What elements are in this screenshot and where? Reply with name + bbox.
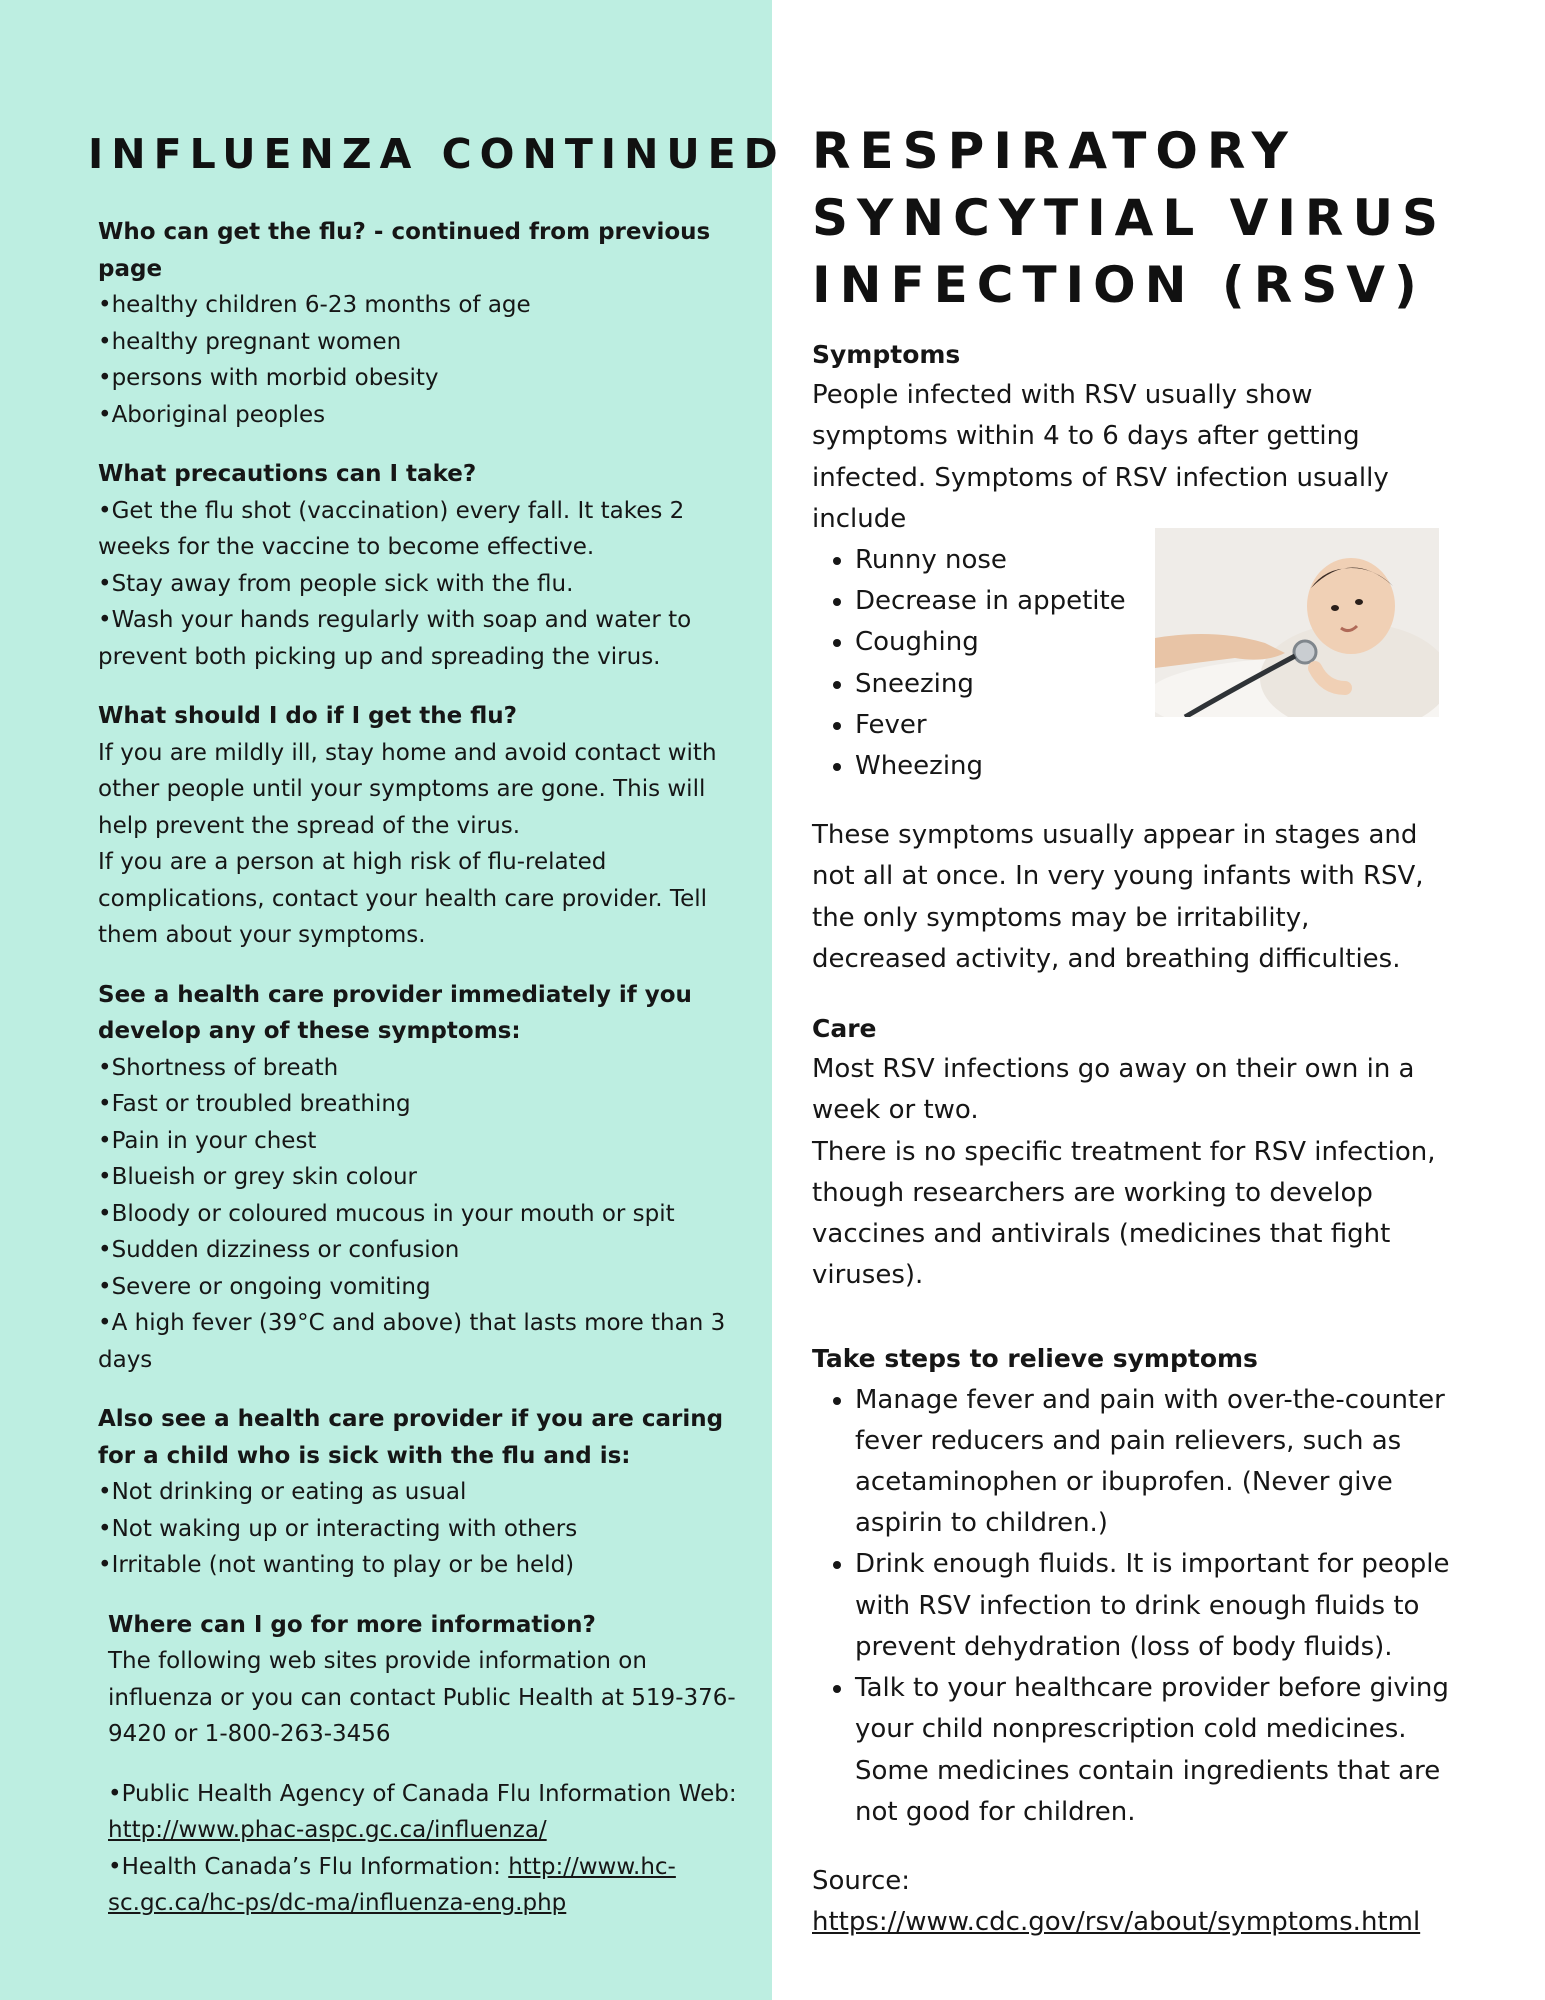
list-item: •Shortness of breath — [98, 1054, 339, 1081]
source-line — [812, 1902, 1452, 1943]
child-heading: Also see a health care provider if you are caring for a child who is sick with the flu and is: — [98, 1406, 724, 1469]
child-section — [98, 1401, 753, 1584]
list-item: •Severe or ongoing vomiting — [98, 1273, 431, 1300]
rsv-title-line: SYNCYTIAL VIRUS — [812, 189, 1448, 247]
list-item: •healthy pregnant women — [98, 328, 402, 355]
care-section — [812, 1008, 1452, 1296]
paragraph: If you are mildly ill, stay home and avoid contact with other people until your symptoms are gone. This will help prevent the spread of the virus. — [98, 739, 717, 839]
symptoms-section — [812, 334, 1452, 787]
phac-link-prefix: •Public Health Agency of Canada Flu Information Web: — [108, 1780, 737, 1807]
steps-section — [812, 1338, 1452, 1832]
more-info-section — [98, 1607, 753, 1922]
hc-link-prefix: •Health Canada’s Flu Information: — [108, 1853, 509, 1880]
influenza-content — [98, 214, 753, 1922]
precautions-heading: What precautions can I take? — [98, 461, 477, 487]
paragraph: If you are a person at high risk of flu-related complications, contact your health care provider. Tell them about your symptoms. — [98, 849, 707, 948]
if-flu-section — [98, 698, 753, 954]
source-section — [812, 1861, 1452, 1943]
list-item: •Wash your hands regularly with soap and water to prevent both picking up and spreading the virus. — [98, 607, 692, 670]
if-flu-heading: What should I do if I get the flu? — [98, 703, 517, 729]
more-info-text: The following web sites provide information on influenza or you can contact Public Health at 519-376-9420 or 1-800-263-3456 — [108, 1648, 736, 1747]
list-item: • Manage fever and pain with over-the-counter fever reducers and pain relievers, such as acetaminophen or ibuprofen. (Never give aspirin to children.) — [855, 1380, 1452, 1545]
symptoms-intro: People infected with RSV usually show symptoms within 4 to 6 days after getting infected. Symptoms of RSV infection usually include — [812, 380, 1389, 534]
rsv-title-line: INFECTION (RSV) — [812, 256, 1426, 314]
influenza-title: INFLUENZA CONTINUED — [88, 130, 786, 178]
source-label: Source: — [812, 1865, 911, 1896]
precautions-section — [98, 456, 753, 675]
rsv-title — [812, 118, 1532, 319]
list-item: •Bloody or coloured mucous in your mouth or spit — [98, 1200, 675, 1227]
list-item: •Fast or troubled breathing — [98, 1091, 411, 1117]
list-item: • Decrease in appetite — [855, 581, 1452, 622]
list-item: •Irritable (not wanting to play or be held) — [98, 1552, 575, 1578]
hc-link[interactable]: http://www.hc-sc.gc.ca/hc-ps/dc-ma/influenza-eng.php — [108, 1853, 676, 1916]
list-item: • Drink enough fluids. It is important for people with RSV infection to drink enough fluids to prevent dehydration (loss of body fluids). — [855, 1544, 1452, 1668]
list-item: •Not drinking or eating as usual — [98, 1479, 467, 1505]
care-paragraph: Most RSV infections go away on their own in a week or two. — [812, 1054, 1415, 1126]
phac-link[interactable]: http://www.phac-aspc.gc.ca/influenza/ — [108, 1817, 547, 1843]
rsv-content — [812, 334, 1452, 1943]
list-item: • Fever — [855, 705, 1452, 746]
phac-link-line — [108, 1776, 753, 1849]
symptoms-stages: These symptoms usually appear in stages and not all at once. In very young infants with RSV, the only symptoms may be irritability, decreased activity, and breathing difficulties. — [812, 820, 1424, 974]
hc-link-line — [108, 1849, 753, 1922]
symptoms-heading: Symptoms — [812, 340, 961, 369]
rsv-title-line: RESPIRATORY — [812, 122, 1297, 180]
who-section — [98, 214, 753, 433]
list-item: •Pain in your chest — [98, 1127, 317, 1154]
care-paragraph: There is no specific treatment for RSV infection, though researchers are working to develop vaccines and antivirals (medicines that fight viruses). — [812, 1136, 1436, 1291]
list-item: •Sudden dizziness or confusion — [98, 1237, 460, 1263]
list-item: • Sneezing — [855, 664, 1452, 705]
who-heading: Who can get the flu? - continued from previous page — [98, 219, 711, 282]
list-item: • Wheezing — [855, 746, 1452, 787]
list-item: •persons with morbid obesity — [98, 365, 439, 391]
care-heading: Care — [812, 1014, 877, 1044]
more-info-heading: Where can I go for more information? — [108, 1611, 596, 1638]
list-item: •Blueish or grey skin colour — [98, 1164, 417, 1190]
list-item: •healthy children 6-23 months of age — [98, 292, 531, 318]
immediate-heading: See a health care provider immediately if you develop any of these symptoms: — [98, 981, 692, 1044]
list-item: • Coughing — [855, 622, 1452, 663]
list-item: • Talk to your healthcare provider before giving your child nonprescription cold medicines. Some medicines contain ingredients that are not good for children. — [855, 1668, 1452, 1833]
immediate-section — [98, 977, 753, 1379]
list-item: • Runny nose — [855, 540, 1452, 581]
source-link[interactable]: https://www.cdc.gov/rsv/about/symptoms.html — [812, 1907, 1421, 1938]
symptoms-list — [812, 540, 1452, 787]
list-item: •Not waking up or interacting with others — [98, 1515, 578, 1542]
steps-heading: Take steps to relieve symptoms — [812, 1344, 1258, 1374]
list-item: •Aboriginal peoples — [98, 401, 326, 428]
list-item: •A high fever (39°C and above) that lasts more than 3 days — [98, 1310, 726, 1373]
list-item: •Stay away from people sick with the flu. — [98, 570, 574, 597]
list-item: •Get the flu shot (vaccination) every fall. It takes 2 weeks for the vaccine to become effective. — [98, 497, 685, 560]
steps-list — [812, 1380, 1452, 1833]
